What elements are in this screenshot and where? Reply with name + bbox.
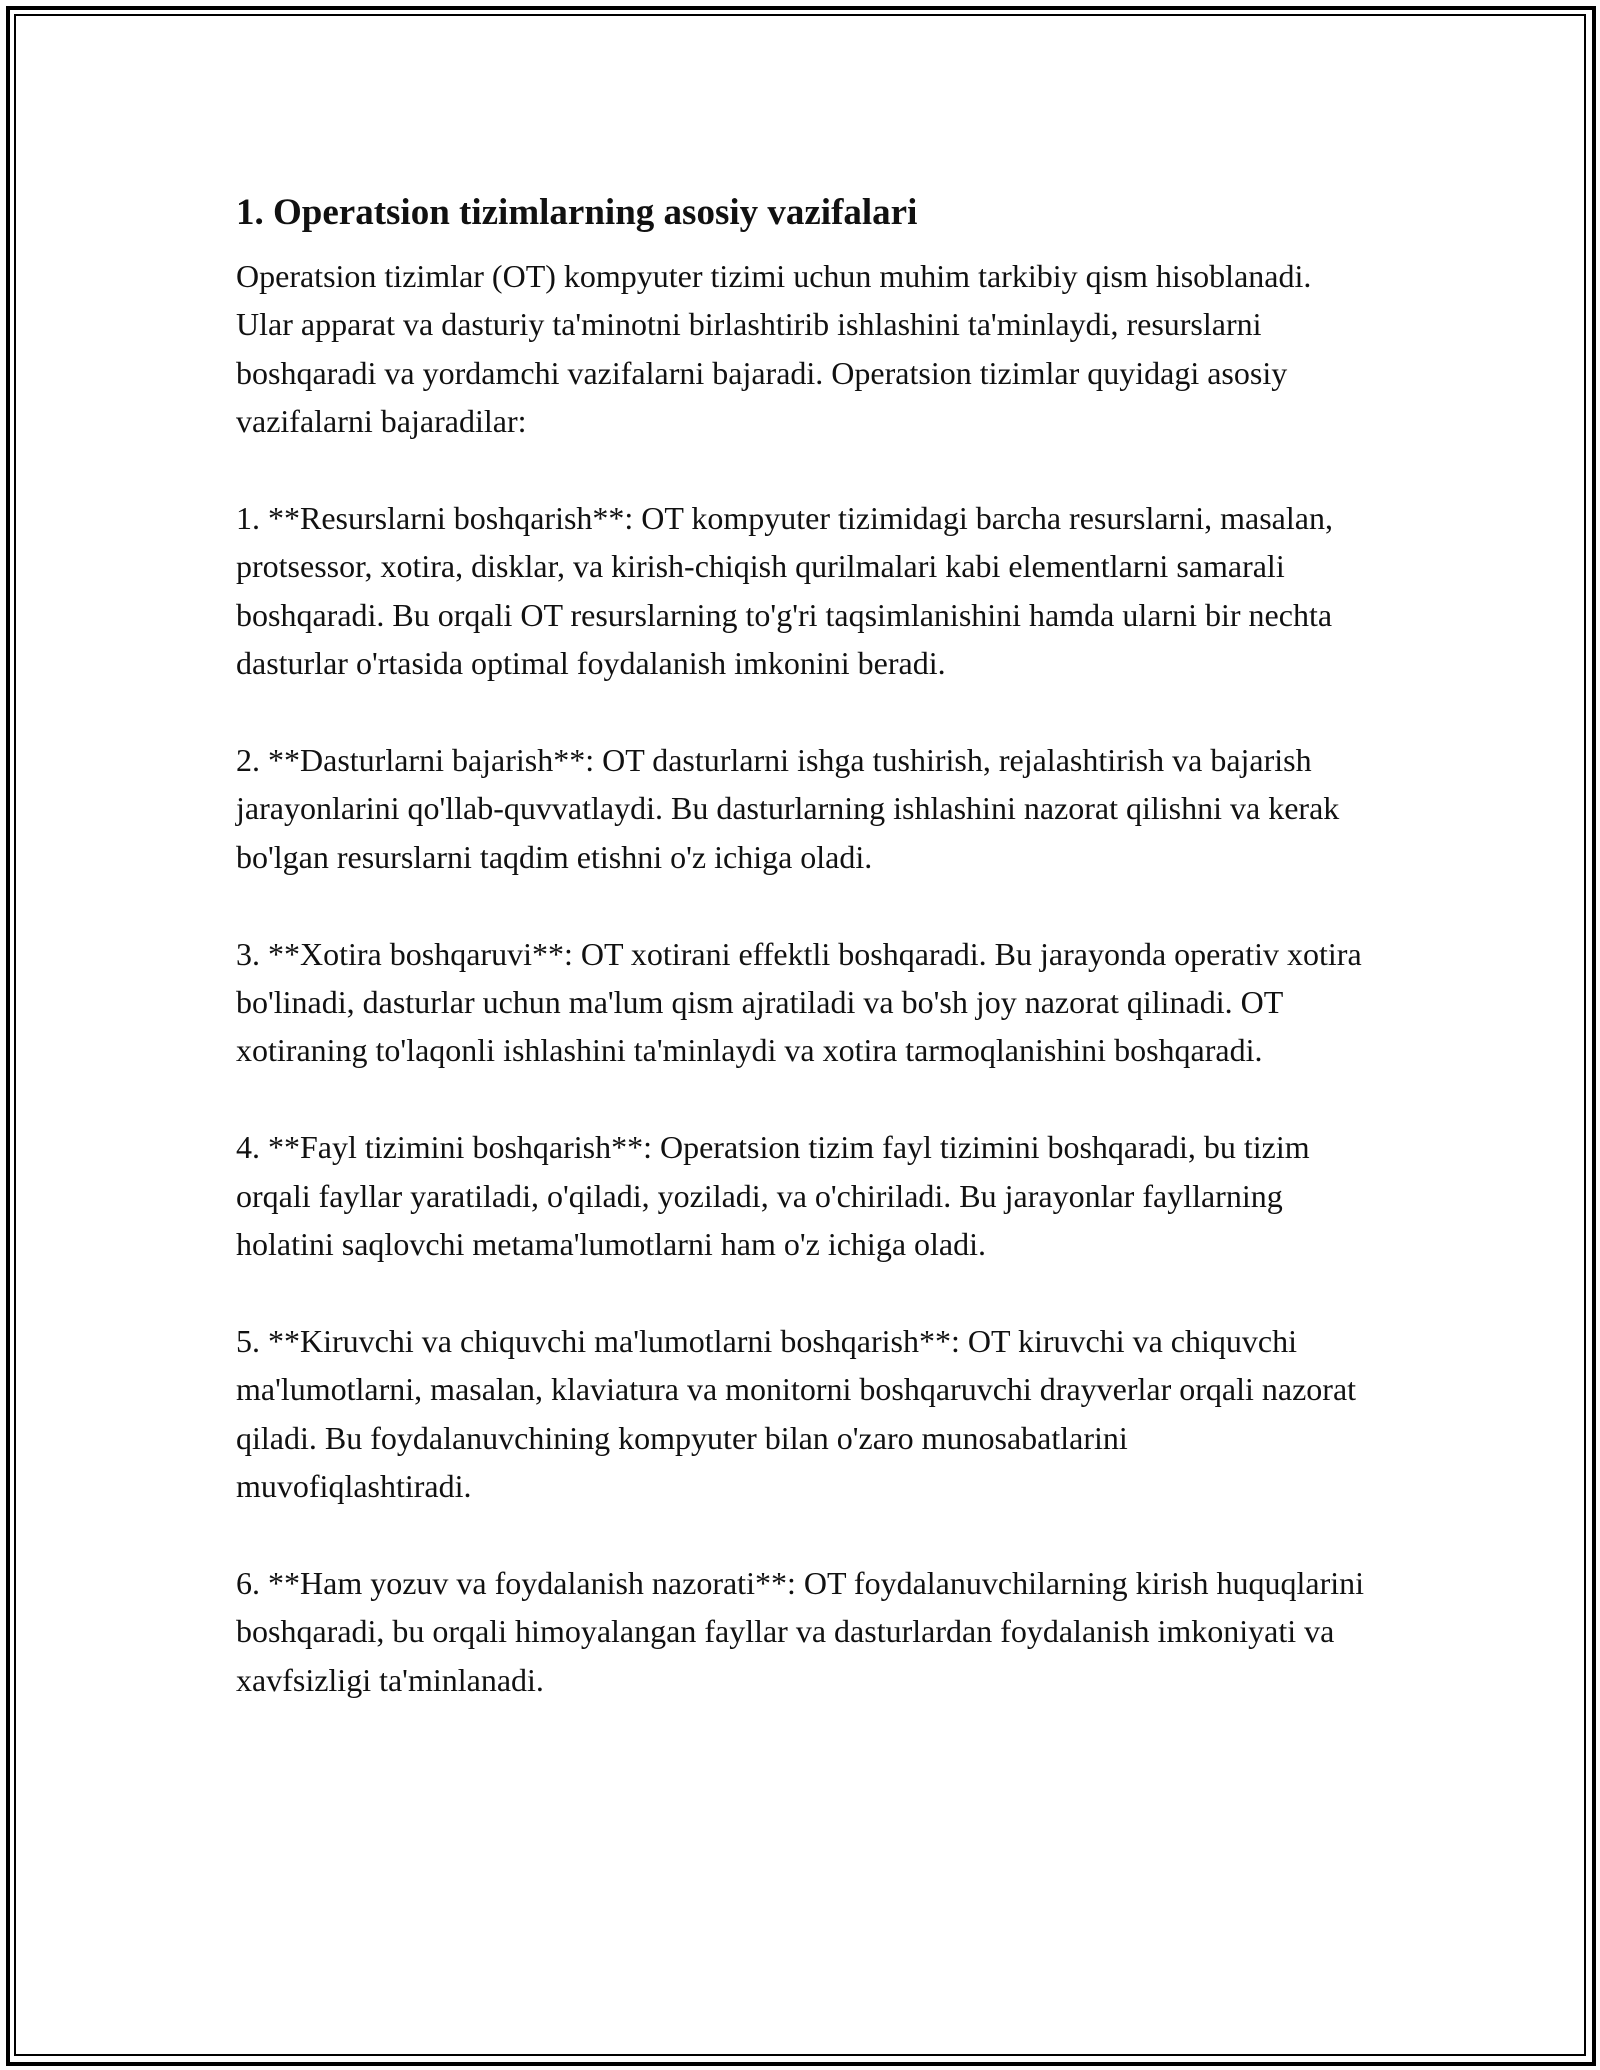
list-item-access-control: 6. **Ham yozuv va foydalanish nazorati**: OT foydalanuvchilarning kirish huquqlarini boshqaradi, bu orqali himoyalangan fayllar va dasturlardan foydalanish imkoniyati va xavfsizligi ta'minlanadi.	[236, 1564, 1365, 1698]
document-body	[236, 184, 1366, 1704]
list-item-resource-management: 1. **Resurslarni boshqarish**: OT kompyuter tizimidagi barcha resurslarni, masalan, protsessor, xotira, disklar, va kirish-chiqish qurilmalari kabi elementlarni samarali boshqaradi. Bu orqali OT resurslarning to'g'ri taqsimlanishini hamda ularni bir nechta dasturlar o'rtasida optimal foydalanish imkonini beradi.	[236, 500, 1333, 682]
list-item-program-execution: 2. **Dasturlarni bajarish**: OT dasturlarni ishga tushirish, rejalashtirish va bajarish jarayonlarini qo'llab-quvvatlaydi. Bu dasturlarning ishlashini nazorat qilishni va kerak bo'lgan resurslarni taqdim etishni o'z ichiga oladi.	[236, 742, 1340, 875]
document-title: 1. Operatsion tizimlarning asosiy vazifalari	[236, 192, 918, 233]
list-item-io-management: 5. **Kiruvchi va chiquvchi ma'lumotlarni boshqarish**: OT kiruvchi va chiquvchi ma'lumotlarni, masalan, klaviatura va monitorni boshqaruvchi drayverlar orqali nazorat qiladi. Bu foydalanuvchining kompyuter bilan o'zaro munosabatlarini muvofiqlashtiradi.	[236, 1322, 1357, 1505]
intro-paragraph: Operatsion tizimlar (OT) kompyuter tizimi uchun muhim tarkibiy qism hisoblanadi. Ular apparat va dasturiy ta'minotni birlashtirib ishlashini ta'minlaydi, resurslarni boshqaradi va yordamchi vazifalarni bajaradi. Operatsion tizimlar quyidagi asosiy vazifalarni bajaradilar:	[236, 258, 1312, 440]
list-item-memory-management: 3. **Xotira boshqaruvi**: OT xotirani effektli boshqaradi. Bu jarayonda operativ xotira bo'linadi, dasturlar uchun ma'lum qism ajratiladi va bo'sh joy nazorat qilinadi. OT xotiraning to'laqonli ishlashini ta'minlaydi va xotira tarmoqlanishini boshqaradi.	[236, 935, 1362, 1069]
list-item-file-system-management: 4. **Fayl tizimini boshqarish**: Operatsion tizim fayl tizimini boshqaradi, bu tizim orqali fayllar yaratiladi, o'qiladi, yoziladi, va o'chiriladi. Bu jarayonlar fayllarning holatini saqlovchi metama'lumotlarni ham o'z ichiga oladi.	[236, 1129, 1310, 1263]
